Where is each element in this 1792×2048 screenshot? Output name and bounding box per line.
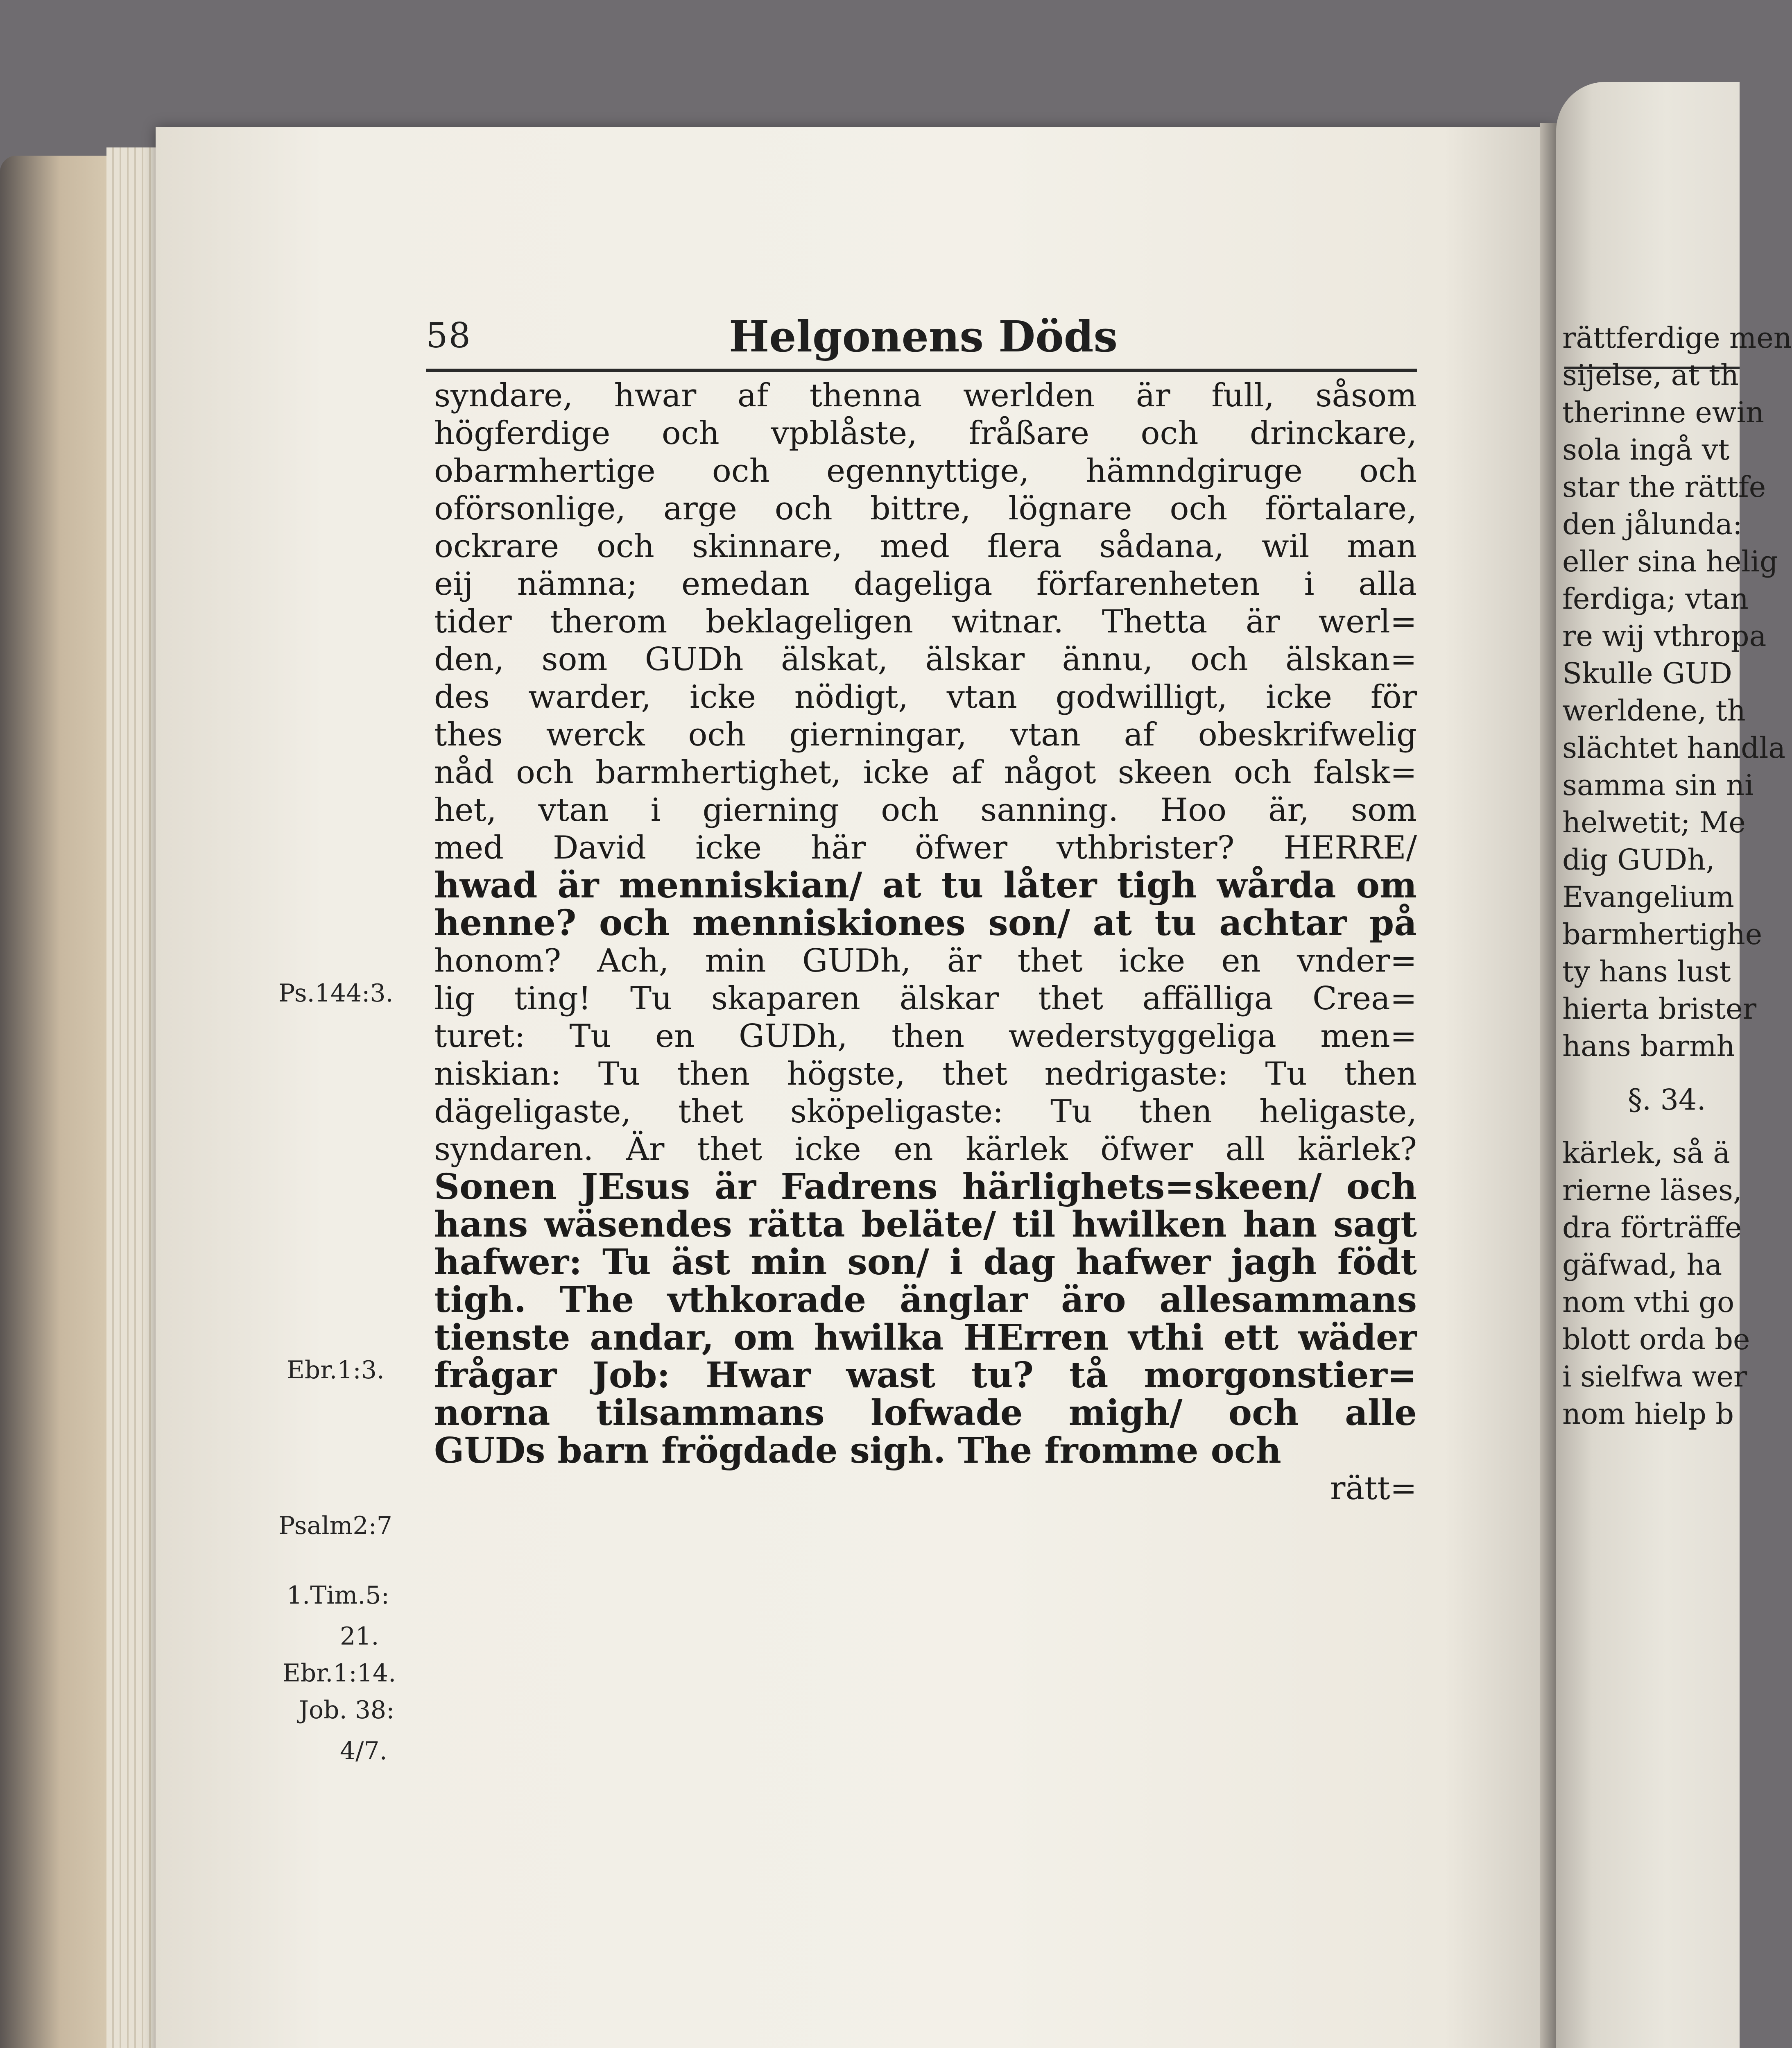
margin-reference: 4/7. [340, 1737, 387, 1765]
text-line: GUDs barn frögdade sigh. The fromme och [434, 1430, 1281, 1471]
right-text-line: re wij vthropa [1562, 619, 1767, 653]
right-text-line: dig GUDh, [1562, 843, 1715, 877]
text-line: honom? Ach, min GUDh, är thet icke en vnder= [434, 942, 1417, 979]
body-text [434, 377, 1417, 1507]
text-line: henne? och menniskiones son/ at tu achtar på [434, 902, 1417, 944]
right-text-line: nom vthi go [1562, 1285, 1735, 1319]
margin-reference: Ps.144:3. [278, 979, 394, 1008]
text-line: eij nämna; emedan dageliga förfarenheten i alla [434, 566, 1417, 603]
text-line: thes werck och gierningar, vtan af obeskrifwelig [434, 716, 1417, 753]
text-line: ockrare och skinnare, med flera sådana, wil man [434, 528, 1417, 565]
right-text-line: star the rättfe [1562, 470, 1766, 504]
right-text-line: slächtet handla [1562, 731, 1786, 765]
right-page-text [1562, 319, 1792, 1433]
right-section-number: §. 34. [1628, 1083, 1706, 1117]
right-text-line: samma sin ni [1562, 768, 1754, 802]
text-line: frågar Job: Hwar wast tu? tå morgonstier= [434, 1355, 1417, 1396]
right-text-line: kärlek, så ä [1562, 1136, 1730, 1170]
text-line: hans wäsendes rätta beläte/ til hwilken han sagt [434, 1204, 1417, 1245]
text-line: med David icke här öfwer vthbrister? HERRE/ [434, 829, 1417, 866]
right-text-line: barmhertighe [1562, 918, 1763, 951]
right-text-line: gäfwad, ha [1562, 1248, 1722, 1282]
text-line: het, vtan i gierning och sanning. Hoo är, som [434, 792, 1417, 829]
right-text-line: werldene, th [1562, 694, 1746, 727]
text-line: lig ting! Tu skaparen älskar thet affälliga Crea= [434, 980, 1417, 1017]
text-line: oförsonlige, arge och bittre, lögnare och förtalare, [434, 490, 1417, 527]
right-text-line: Evangelium [1562, 880, 1734, 914]
text-line: norna tilsammans lofwade migh/ och alle [434, 1392, 1417, 1434]
margin-reference: 1.Tim.5: [287, 1581, 389, 1610]
right-text-line: sijelse, at th [1562, 358, 1739, 392]
right-text-line: nom hielp b [1562, 1397, 1734, 1431]
right-text-line: ty hans lust [1562, 955, 1731, 988]
right-text-line: ferdiga; vtan [1562, 582, 1749, 616]
head-rule [426, 369, 1417, 372]
right-text-line: eller sina helig [1562, 545, 1778, 578]
right-text-line: den jålunda: [1562, 507, 1742, 541]
margin-reference: Job. 38: [299, 1696, 395, 1724]
text-line: den, som GUDh älskat, älskar ännu, och älskan= [434, 641, 1417, 678]
text-line: Sonen JEsus är Fadrens härlighets=skeen/ och [434, 1166, 1417, 1208]
text-line: niskian: Tu then högste, thet nedrigaste: Tu then [434, 1056, 1417, 1092]
right-text-line: blott orda be [1562, 1323, 1750, 1356]
right-text-line: rättferdige men [1562, 321, 1792, 355]
margin-reference: Ebr.1:14. [283, 1659, 396, 1688]
text-line: högferdige och vpblåste, fråßare och drinckare, [434, 415, 1417, 452]
margin-reference: Psalm2:7 [278, 1511, 392, 1540]
right-text-line: i sielfwa wer [1562, 1360, 1747, 1393]
text-line: obarmhertige och egennyttige, hämndgiruge och [434, 453, 1417, 489]
right-text-line: therinne ewin [1562, 396, 1765, 429]
right-text-line: helwetit; Me [1562, 806, 1746, 839]
running-title: Helgonens Döds [729, 311, 1118, 362]
right-text-line: Skulle GUD [1562, 657, 1732, 690]
catchword: rätt= [1330, 1470, 1417, 1507]
text-line: syndare, hwar af thenna werlden är full, såsom [434, 377, 1417, 414]
margin-reference: Ebr.1:3. [287, 1356, 385, 1384]
text-line: tienste andar, om hwilka HErren vthi ett wäder [434, 1317, 1417, 1358]
right-text-line: rierne läses, [1562, 1174, 1742, 1207]
text-line: des warder, icke nödigt, vtan godwilligt, icke för [434, 679, 1417, 716]
text-line: tider therom beklageligen witnar. Thetta är werl= [434, 603, 1417, 640]
text-line: syndaren. Är thet icke en kärlek öfwer all kärlek? [434, 1131, 1417, 1168]
text-line: turet: Tu en GUDh, then wederstyggeliga men= [434, 1018, 1417, 1055]
text-line: tigh. The vthkorade änglar äro allesammans [434, 1279, 1417, 1321]
text-line: hafwer: Tu äst min son/ i dag hafwer jagh födt [434, 1241, 1417, 1283]
text-line: dägeligaste, thet sköpeligaste: Tu then heligaste, [434, 1093, 1417, 1130]
right-text-line: hans barmh [1562, 1029, 1735, 1063]
margin-reference: 21. [340, 1622, 379, 1651]
right-text-line: hierta brister [1562, 992, 1757, 1026]
text-line: nåd och barmhertighet, icke af något skeen och falsk= [434, 754, 1417, 791]
running-head [426, 311, 1417, 369]
text-line: hwad är menniskian/ at tu låter tigh wårda om [434, 865, 1417, 906]
page-number: 58 [426, 315, 471, 356]
right-text-line: sola ingå vt [1562, 433, 1730, 467]
right-text-line: dra förträffe [1562, 1211, 1742, 1244]
